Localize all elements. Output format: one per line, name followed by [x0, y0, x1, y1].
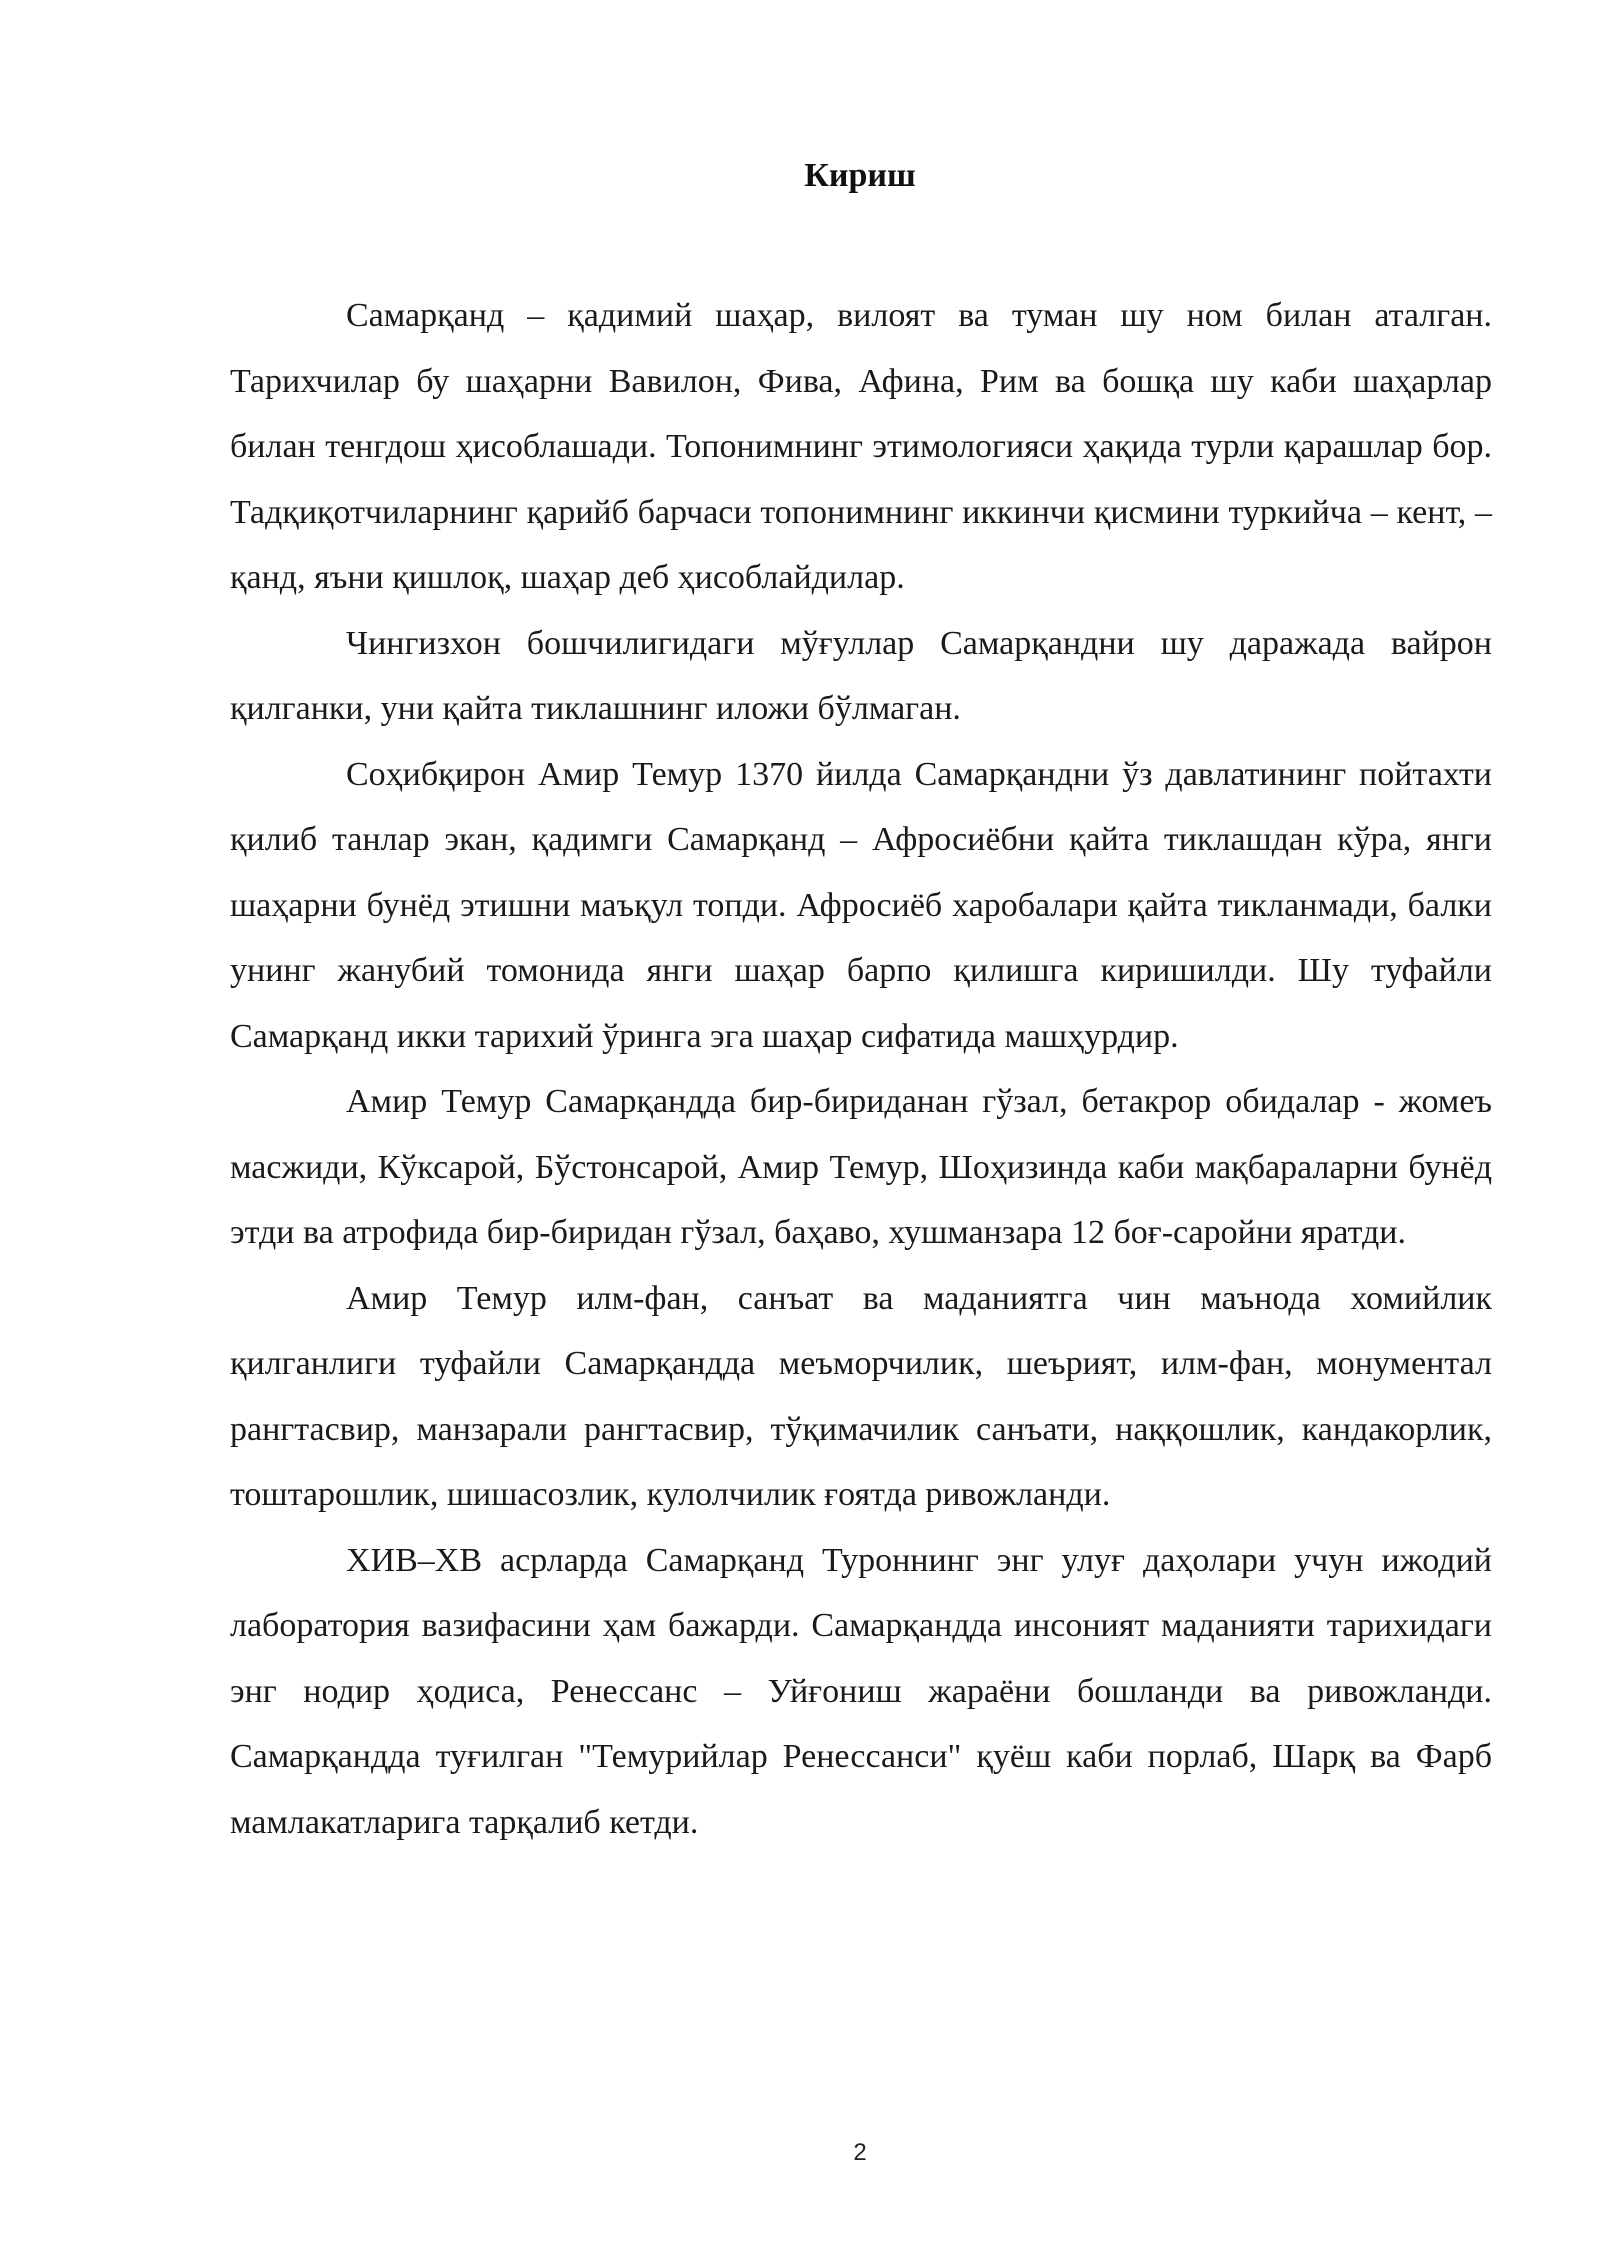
paragraph-4: Амир Темур Самарқандда бир-бириданан гўзал, бетакрор обидалар - жомеъ масжиди, Кўксарой, Бўстонсарой, Амир Темур, Шоҳизинда каби мақбараларни бунёд этди ва атрофида бир-биридан гўзал, баҳаво, хушманзара 12 боғ-саройни яратди.	[230, 1083, 1492, 1251]
body-text	[230, 283, 1492, 1855]
paragraph-1: Самарқанд – қадимий шаҳар, вилоят ва туман шу ном билан аталган. Тарихчилар бу шаҳарни Вавилон, Фива, Афина, Рим ва бошқа шу каби шаҳарлар билан тенгдош ҳисоблашади. Топонимнинг этимологияси ҳақида турли қарашлар бор. Тадқиқотчиларнинг қарийб барчаси топонимнинг иккинчи қисмини туркийча – кент, – қанд, яъни қишлоқ, шаҳар деб ҳисоблайдилар.	[230, 297, 1492, 596]
paragraph-6: ХИВ–ХВ асрларда Самарқанд Туроннинг энг улуғ даҳолари учун ижодий лаборатория вазифасини ҳам бажарди. Самарқандда инсоният маданияти тарихидаги энг нодир ҳодиса, Ренессанс – Уйғониш жараёни бошланди ва ривожланди. Самарқандда туғилган "Темурийлар Ренессанси" қуёш каби порлаб, Шарқ ва Фарб мамлакатларига тарқалиб кетди.	[230, 1541, 1492, 1841]
paragraph-5: Амир Темур илм-фан, санъат ва маданиятга чин маънода хомийлик қилганлиги туфайли Самарқандда меъморчилик, шеърият, илм-фан, монументал рангтасвир, манзарали рангтасвир, тўқимачилик санъати, наққошлик, кандакорлик, тоштарошлик, шишасозлик, кулолчилик ғоятда ривожланди.	[230, 1279, 1492, 1513]
title-container	[230, 152, 1490, 200]
paragraph-3: Соҳибқирон Амир Темур 1370 йилда Самарқандни ўз давлатининг пойтахти қилиб танлар экан, қадимги Самарқанд – Афросиёбни қайта тиклашдан кўра, янги шаҳарни бунёд этишни маъқул топди. Афросиёб харобалари қайта тикланмади, балки унинг жанубий томонида янги шаҳар барпо қилишга киришилди. Шу туфайли Самарқанд икки тарихий ўринга эга шаҳар сифатида машҳурдир.	[230, 755, 1492, 1055]
paragraph-2: Чингизхон бошчилигидаги мўғуллар Самарқандни шу даражада вайрон қилганки, уни қайта тиклашнинг иложи бўлмаган.	[230, 624, 1492, 727]
page-number: 2	[853, 2139, 867, 2166]
page-title: Кириш	[804, 157, 916, 194]
